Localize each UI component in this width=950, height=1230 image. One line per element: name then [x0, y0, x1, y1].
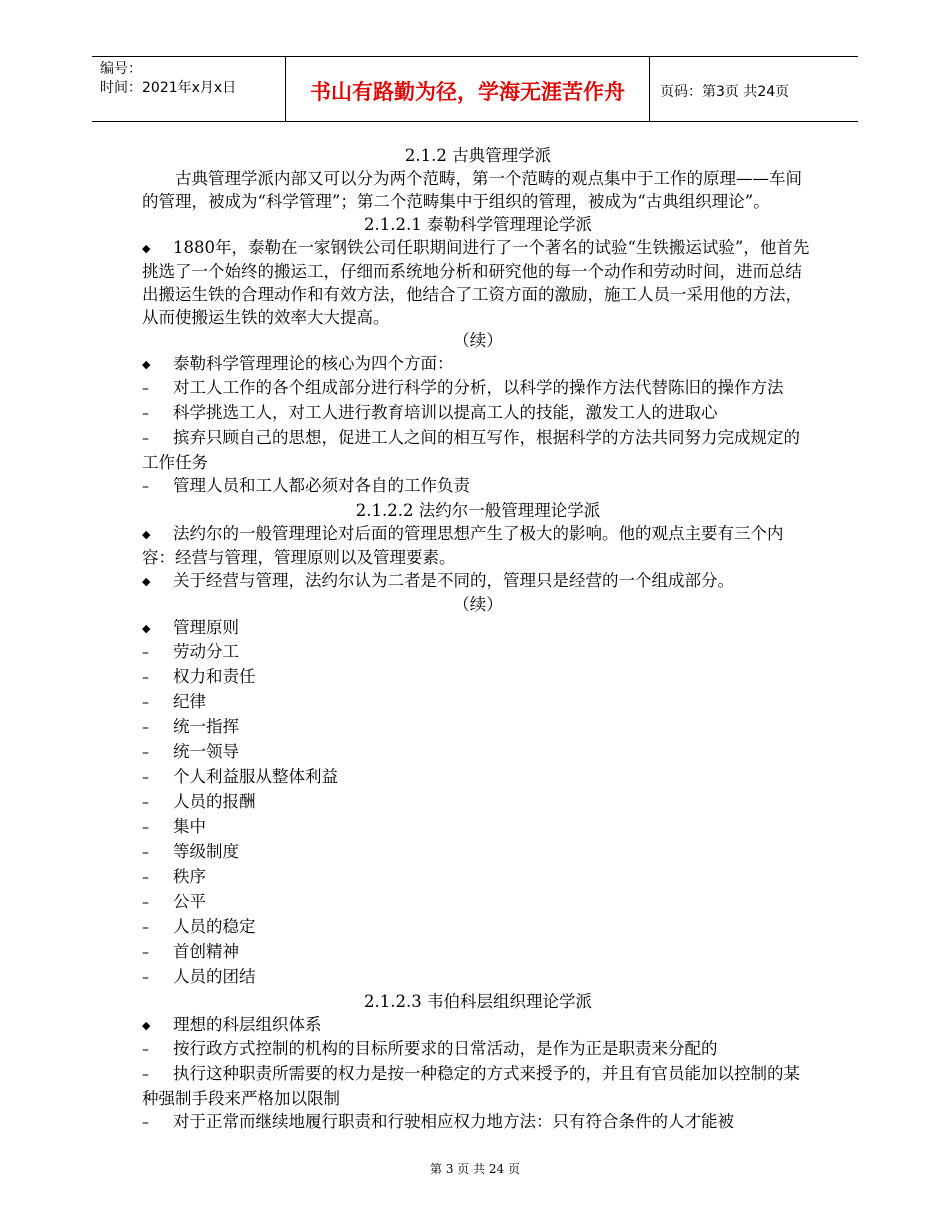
dash-marker: – — [142, 945, 149, 961]
dash-item — [142, 715, 814, 740]
item-text: 科学挑选工人，对工人进行教育培训以提高工人的技能，激发工人的进取心 — [173, 403, 718, 422]
item-text: 泰勒科学管理理论的核心为四个方面： — [173, 354, 454, 373]
dash-item — [142, 665, 814, 690]
item-text: 执行这种职责所需要的权力是按一种稳定的方式来授予的，并且有官员能加以控制的某种强制手段来严格加以限制 — [142, 1064, 800, 1108]
bullet-item — [142, 352, 814, 376]
dash-item — [142, 890, 814, 915]
item-text: 关于经营与管理，法约尔认为二者是不同的，管理只是经营的一个组成部分。 — [173, 571, 734, 590]
item-text: 权力和责任 — [173, 667, 256, 686]
dash-item — [142, 865, 814, 890]
dash-marker: – — [142, 695, 149, 711]
item-text: 法约尔的一般管理理论对后面的管理思想产生了极大的影响。他的观点主要有三个内容：经营与管理，管理原则以及管理要素。 — [142, 524, 784, 567]
dash-marker: – — [142, 479, 149, 495]
header-page-label: 页码：第3页 共24页 — [660, 84, 790, 100]
item-text: 人员的团结 — [173, 967, 256, 986]
header-meta — [92, 57, 286, 121]
dash-marker: – — [142, 895, 149, 911]
dash-item — [142, 1037, 814, 1062]
bullet-item — [142, 236, 814, 329]
time-label: 时间：2021年x月x日 — [100, 80, 237, 96]
item-text: 按行政方式控制的机构的目标所要求的日常活动，是作为正是职责来分配的 — [173, 1039, 718, 1058]
dash-marker: – — [142, 406, 149, 422]
dash-item — [142, 426, 814, 474]
dash-marker: – — [142, 870, 149, 886]
item-text: 人员的稳定 — [173, 917, 256, 936]
dash-marker: – — [142, 381, 149, 397]
item-text: 秩序 — [173, 867, 206, 886]
section-heading: 2.1.2.3 韦伯科层组织理论学派 — [364, 992, 592, 1011]
item-text: 人员的报酬 — [173, 792, 256, 811]
dash-item — [142, 640, 814, 665]
paragraph: 古典管理学派内部又可以分为两个范畴，第一个范畴的观点集中于工作的原理——车间的管理，被成为“科学管理”；第二个范畴集中于组织的管理，被成为“古典组织理论”。 — [142, 169, 802, 211]
section-heading: 2.1.2.2 法约尔一般管理理论学派 — [355, 501, 601, 520]
dash-item — [142, 401, 814, 426]
item-text: 个人利益服从整体利益 — [173, 767, 338, 786]
item-text: 对于正常而继续地履行职责和行驶相应权力地方法：只有符合条件的人才能被 — [173, 1112, 734, 1131]
item-text: 管理原则 — [173, 618, 239, 637]
dash-marker: – — [142, 820, 149, 836]
section-heading: （续） — [453, 595, 503, 614]
section-heading: 2.1.2 古典管理学派 — [404, 146, 552, 165]
dash-marker: – — [142, 1115, 149, 1131]
item-text: 统一指挥 — [173, 717, 239, 736]
item-text: 公平 — [173, 892, 206, 911]
dash-item — [142, 740, 814, 765]
dash-item — [142, 915, 814, 940]
item-text: 纪律 — [173, 692, 206, 711]
diamond-bullet-icon: ◆ — [142, 1019, 151, 1032]
dash-item — [142, 765, 814, 790]
bullet-item — [142, 1013, 814, 1037]
page-footer: 第 3 页 共 24 页 — [430, 1162, 520, 1176]
diamond-bullet-icon: ◆ — [142, 575, 151, 588]
dash-item — [142, 1062, 814, 1110]
diamond-bullet-icon: ◆ — [142, 622, 151, 635]
dash-item — [142, 474, 814, 499]
dash-item — [142, 815, 814, 840]
dash-item — [142, 1110, 814, 1135]
item-text: 等级制度 — [173, 842, 239, 861]
page-header — [92, 56, 858, 122]
dash-marker: – — [142, 431, 149, 447]
dash-marker: – — [142, 1042, 149, 1058]
dash-item — [142, 690, 814, 715]
dash-marker: – — [142, 795, 149, 811]
dash-item — [142, 790, 814, 815]
dash-item — [142, 376, 814, 401]
item-text: 摈弃只顾自己的思想，促进工人之间的相互写作，根据科学的方法共同努力完成规定的工作任务 — [142, 428, 800, 472]
item-text: 集中 — [173, 817, 206, 836]
dash-marker: – — [142, 645, 149, 661]
dash-item — [142, 965, 814, 990]
item-text: 管理人员和工人都必须对各自的工作负责 — [173, 476, 470, 495]
diamond-bullet-icon: ◆ — [142, 358, 151, 371]
dash-marker: – — [142, 720, 149, 736]
bullet-item — [142, 522, 814, 569]
dash-item — [142, 840, 814, 865]
header-motto: 书山有路勤为径，学海无涯苦作舟 — [286, 57, 650, 121]
bullet-item — [142, 616, 814, 640]
dash-marker: – — [142, 920, 149, 936]
dash-marker: – — [142, 1067, 149, 1083]
number-label: 编号： — [100, 61, 142, 77]
item-text: 理想的科层组织体系 — [173, 1015, 322, 1034]
dash-marker: – — [142, 770, 149, 786]
dash-item — [142, 940, 814, 965]
dash-marker: – — [142, 745, 149, 761]
item-text: 首创精神 — [173, 942, 239, 961]
document-body — [142, 144, 814, 1135]
item-text: 对工人工作的各个组成部分进行科学的分析，以科学的操作方法代替陈旧的操作方法 — [173, 378, 784, 397]
item-text: 劳动分工 — [173, 642, 239, 661]
diamond-bullet-icon: ◆ — [142, 528, 151, 541]
dash-marker: – — [142, 845, 149, 861]
item-text: 统一领导 — [173, 742, 239, 761]
diamond-bullet-icon: ◆ — [142, 242, 151, 255]
dash-marker: – — [142, 670, 149, 686]
item-text: 1880年，泰勒在一家钢铁公司任职期间进行了一个著名的试验“生铁搬运试验”，他首先挑选了一个始终的搬运工，仔细而系统地分析和研究他的每一个动作和劳动时间，进而总结出搬运生铁的合理动作和有效方法，他结合了工资方面的激励，施工人员一采用他的方法，从而使搬运生铁的效率大大提高。 — [142, 238, 810, 327]
bullet-item — [142, 569, 814, 593]
section-heading: 2.1.2.1 泰勒科学管理理论学派 — [364, 215, 592, 234]
section-heading: （续） — [453, 331, 503, 350]
dash-marker: – — [142, 970, 149, 986]
